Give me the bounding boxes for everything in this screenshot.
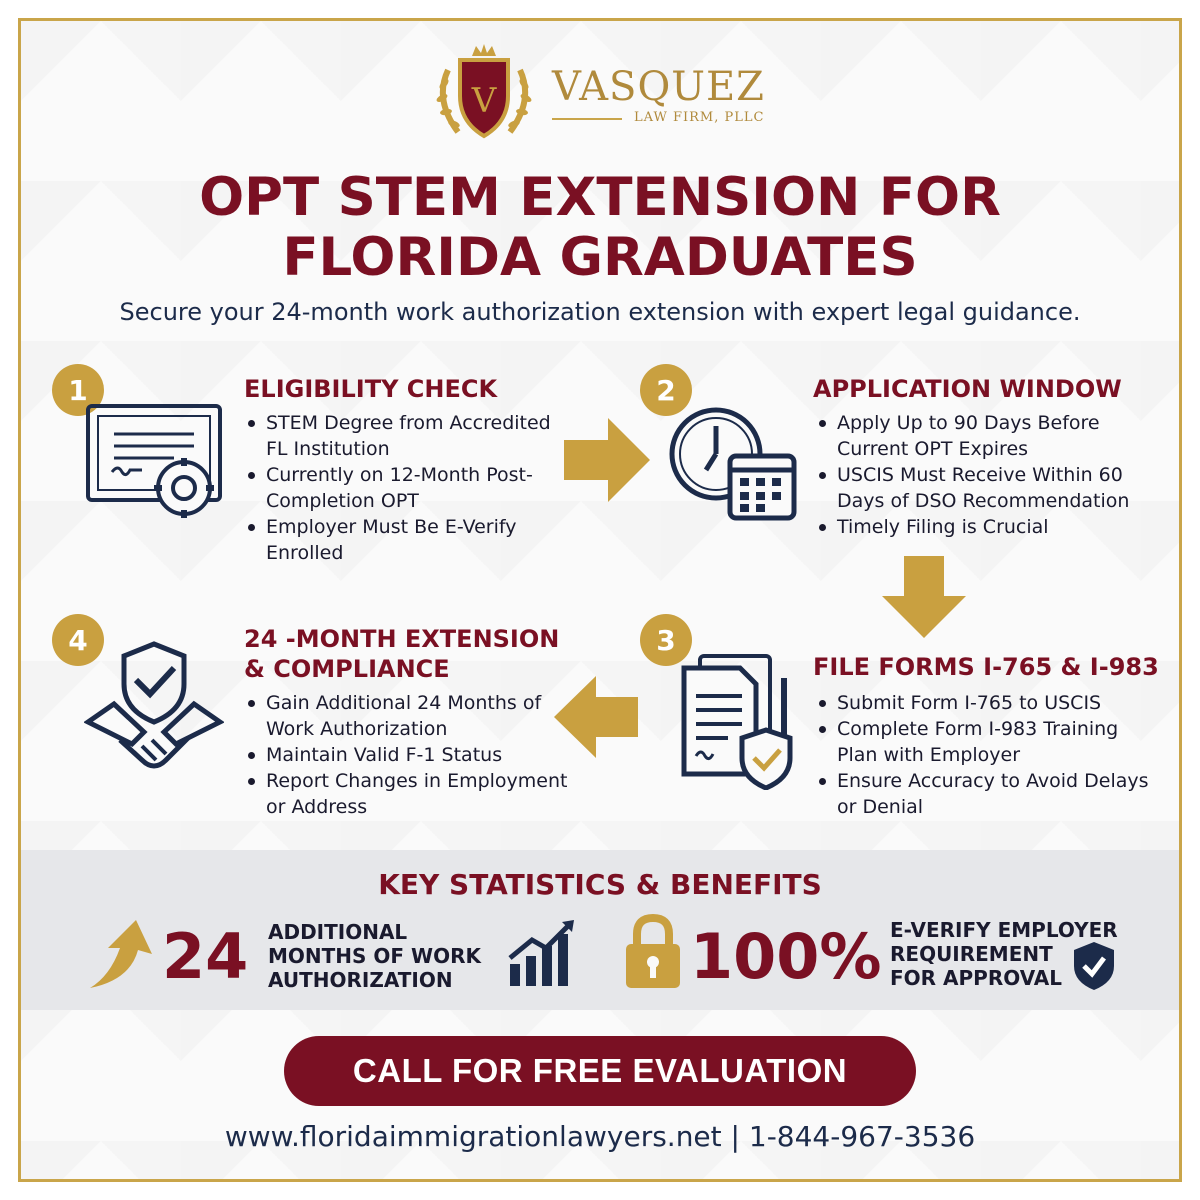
- certificate-gear-icon: [84, 402, 224, 526]
- firm-logo[interactable]: [420, 40, 800, 150]
- footer-contact[interactable]: www.floridaimmigrationlawyers.net | 1-844-967-3536: [224, 1120, 976, 1153]
- list-item: Timely Filing is Crucial: [815, 514, 1155, 540]
- stat-label-months: ADDITIONAL MONTHS OF WORK AUTHORIZATION: [268, 920, 481, 992]
- stat-label-everify: E-VERIFY EMPLOYER REQUIREMENT FOR APPROVAL: [890, 918, 1118, 990]
- step-4-number: 4: [52, 614, 104, 666]
- page-title-line-1: OPT STEM EXTENSION FOR: [199, 167, 1001, 228]
- documents-shield-icon: [680, 654, 798, 790]
- step-2-list: [815, 410, 1155, 540]
- step-1-list: [244, 410, 574, 566]
- logo-divider: [552, 118, 622, 120]
- crest-letter: V: [471, 81, 497, 121]
- step-2-number: 2: [640, 364, 692, 416]
- list-item: USCIS Must Receive Within 60 Days of DSO Recommendation: [815, 462, 1155, 514]
- list-item: Complete Form I-983 Training Plan with Employer: [815, 716, 1155, 768]
- list-item: Submit Form I-765 to USCIS: [815, 690, 1155, 716]
- lock-icon: [624, 914, 682, 990]
- list-item: Currently on 12-Month Post-Completion OPT: [244, 462, 574, 514]
- clock-calendar-icon: [668, 404, 798, 522]
- step-1-number: 1: [52, 364, 104, 416]
- call-free-evaluation-button[interactable]: CALL FOR FREE EVALUATION: [284, 1036, 916, 1106]
- list-item: Ensure Accuracy to Avoid Delays or Denial: [815, 768, 1155, 820]
- step-2-heading: APPLICATION WINDOW: [813, 375, 1122, 403]
- list-item: Apply Up to 90 Days Before Current OPT Expires: [815, 410, 1155, 462]
- arrow-down-icon: [882, 556, 966, 638]
- step-3-number: 3: [640, 614, 692, 666]
- page-subtitle: Secure your 24-month work authorization extension with expert legal guidance.: [119, 298, 1081, 326]
- step-3-heading: FILE FORMS I-765 & I-983: [813, 653, 1159, 681]
- firm-name: VASQUEZ: [552, 64, 765, 110]
- step-3-list: [815, 690, 1155, 820]
- step-1-heading: ELIGIBILITY CHECK: [244, 375, 498, 403]
- step-4-list: [244, 690, 574, 820]
- step-4-heading-line-2: & COMPLIANCE: [244, 655, 450, 683]
- list-item: Employer Must Be E-Verify Enrolled: [244, 514, 574, 566]
- list-item: Maintain Valid F-1 Status: [244, 742, 574, 768]
- list-item: Report Changes in Employment or Address: [244, 768, 574, 820]
- list-item: Gain Additional 24 Months of Work Authorization: [244, 690, 574, 742]
- law-firm-crest-icon: [428, 40, 540, 148]
- stat-value-everify: 100%: [690, 920, 882, 993]
- firm-subtitle: LAW FIRM, PLLC: [634, 110, 765, 125]
- stats-title: KEY STATISTICS & BENEFITS: [378, 868, 822, 901]
- step-4-heading-line-1: 24 -MONTH EXTENSION: [244, 625, 560, 653]
- bar-chart-growth-icon: [506, 918, 578, 988]
- list-item: STEM Degree from Accredited FL Institution: [244, 410, 574, 462]
- arrow-right-icon: [564, 418, 650, 502]
- handshake-shield-icon: [84, 640, 224, 784]
- stat-value-months: 24: [162, 920, 249, 993]
- arrow-up-icon: [86, 918, 154, 990]
- page-title-line-2: FLORIDA GRADUATES: [282, 227, 918, 288]
- verified-shield-icon: [1072, 940, 1116, 992]
